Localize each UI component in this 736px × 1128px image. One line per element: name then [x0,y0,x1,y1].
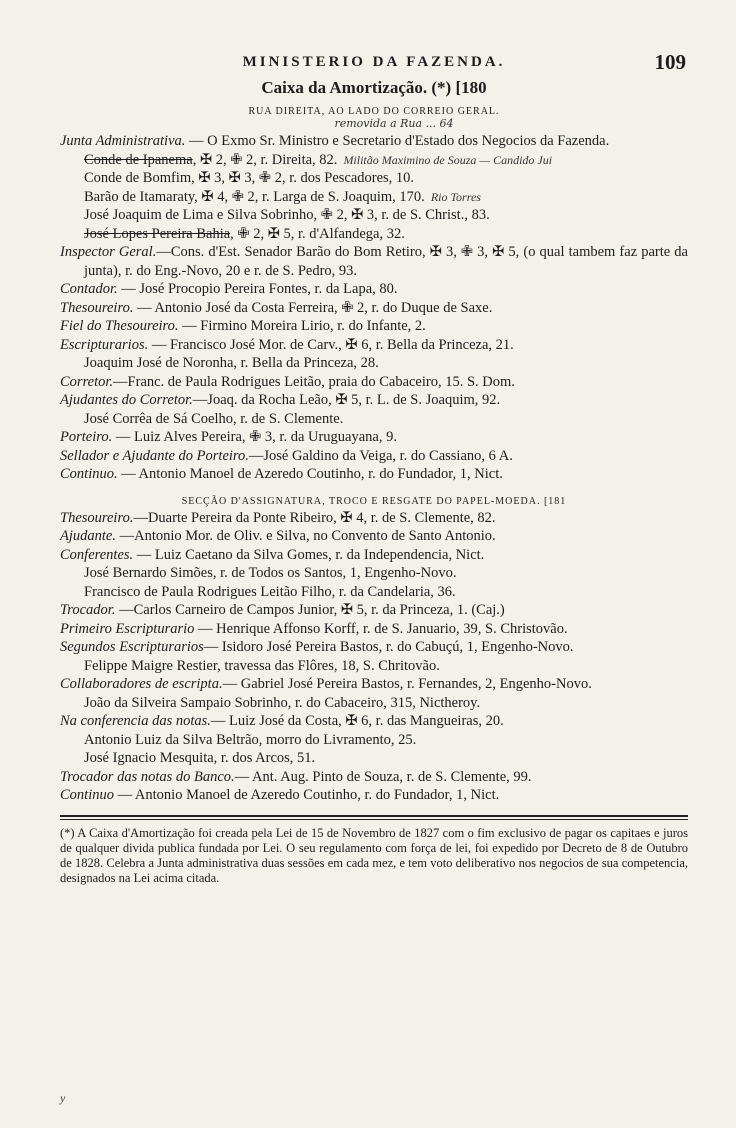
directory-entry [60,336,688,355]
entry-text: — Francisco José Mor. de Carv., ✠ 6, r. Bella da Princeza, 21. [148,336,514,353]
directory-entry [60,447,688,466]
entry-text: José Ignacio Mesquita, r. dos Arcos, 51. [84,750,316,766]
entry-text: Barão de Itamaraty, ✠ 4, ✙ 2, r. Larga de S. Joaquim, 170. [84,188,425,205]
directory-entry [60,786,688,805]
directory-entry [60,299,688,318]
directory-entry [60,527,688,546]
page-number: 109 [654,50,686,74]
entry-text: — Firmino Moreira Lirio, r. do Infante, 2. [178,318,426,334]
entry-text: João da Silveira Sampaio Sobrinho, r. do Cabaceiro, 315, Nictheroy. [84,694,481,711]
entry-role: Porteiro. [60,429,113,445]
entry-text: —Franc. de Paula Rodrigues Leitão, praia do Cabaceiro, 15. S. Dom. [113,373,515,390]
entry-role: Conferentes. [60,546,134,563]
section1-entries [60,132,688,484]
handwritten-annotation: removida a Rua ... 64 [334,117,454,130]
entry-text: — Gabriel José Pereira Bastos, r. Fernandes, 2, Engenho-Novo. [222,676,592,692]
entry-text: — Ant. Aug. Pinto de Souza, r. de S. Clemente, 99. [234,768,532,785]
running-title: MINISTERIO DA FAZENDA. [242,54,506,70]
entry-text: , ✙ 2, ✠ 5, r. d'Alfandega, 32. [230,225,405,242]
directory-entry [60,509,688,528]
entry-text: — Luiz Alves Pereira, ✙ 3, r. da Uruguayana, 9. [112,429,397,445]
entry-text: —Carlos Carneiro de Campos Junior, ✠ 5, r. da Princeza, 1. (Caj.) [115,602,505,618]
section2-entries [60,509,688,805]
directory-entry [60,768,688,787]
directory-entry [60,188,688,207]
handwritten-note: Rio Torres [430,189,481,204]
page-header [60,40,688,74]
directory-entry [60,638,688,657]
entry-text: — O Exmo Sr. Ministro e Secretario d'Estado dos Negocios da Fazenda. [185,133,610,149]
directory-entry [60,243,688,280]
directory-entry [60,546,688,565]
entry-text: José Joaquim de Lima e Silva Sobrinho, ✙ 2, ✠ 3, r. de S. Christ., 83. [84,207,490,223]
entry-role: Collaboradores de escripta. [60,676,223,692]
entry-text: —Duarte Pereira da Ponte Ribeiro, ✠ 4, r. de S. Clemente, 82. [133,509,496,526]
footnote: (*) A Caixa d'Amortização foi creada pela Lei de 15 de Novembro de 1827 com o fim exclusivo de pagar os capitaes e juros de qualquer divida publica fundada por Lei. O seu regulamento com força de lei, foi expedido por Decreto de 8 de Outubro de 1828. Celebra a Junta administrativa duas sessões em cada mez, e tem voto deliberativo nos negocios de sua competencia, designados na Lei acima citada. [60,825,688,885]
directory-entry [60,694,688,713]
entry-role: Fiel do Thesoureiro. [60,318,179,334]
directory-entry [60,712,688,731]
directory-entry [60,354,688,373]
directory-entry [60,465,688,484]
entry-text: —Antonio Mor. de Oliv. e Silva, no Convento de Santo Antonio. [115,528,496,544]
entry-role: Continuo. [60,466,118,482]
entry-text: — Luiz Caetano da Silva Gomes, r. da Independencia, Nict. [133,546,485,563]
directory-entry [60,731,688,750]
entry-text: — Antonio Manoel de Azeredo Coutinho, r. do Fundador, 1, Nict. [117,466,503,482]
directory-entry [60,657,688,676]
directory-entry [60,151,688,170]
directory-entry [60,391,688,410]
directory-entry [60,675,688,694]
entry-text: —José Galdino da Veiga, r. do Cassiano, 6 A. [248,447,513,464]
directory-entry [60,169,688,188]
directory-entry [60,225,688,244]
struck-name: José Lopes Pereira Bahia [84,225,231,242]
entry-text: — Luiz José da Costa, ✠ 6, r. das Mangueiras, 20. [210,713,504,729]
handwritten-note: Militão Maximino de Souza — Candido Jui [343,152,553,167]
directory-entry [60,564,688,583]
entry-role: Na conferencia das notas. [60,713,211,729]
entry-text: —Joaq. da Rocha Leão, ✠ 5, r. L. de S. Joaquim, 92. [192,392,501,408]
entry-role: Escripturarios. [60,336,149,353]
directory-entry [60,280,688,299]
directory-entry [60,317,688,336]
entry-role: Ajudante. [60,528,116,544]
entry-text: Francisco de Paula Rodrigues Leitão Filho, r. da Candelaria, 36. [84,583,456,600]
directory-entry [60,620,688,639]
entry-text: — Antonio Manoel de Azeredo Coutinho, r. do Fundador, 1, Nict. [113,787,500,803]
entry-text: — Antonio José da Costa Ferreira, ✙ 2, r. do Duque de Saxe. [133,299,493,316]
section-title: Caixa da Amortização. (*) [180 [261,78,487,97]
entry-role: Trocador. [60,602,116,618]
entry-role: Thesoureiro. [60,509,134,526]
directory-entry [60,428,688,447]
directory-entry [60,132,688,151]
entry-text: — José Procopio Pereira Fontes, r. da Lapa, 80. [117,281,398,297]
struck-name: Conde de Ipanema [84,151,193,168]
entry-role: Continuo [60,787,114,803]
entry-role: Corretor. [60,373,114,390]
entry-text: José Bernardo Simões, r. de Todos os Santos, 1, Engenho-Novo. [84,565,457,581]
footnote-rule [60,815,688,817]
directory-entry [60,373,688,392]
footnote-rule-thin [60,819,688,820]
entry-role: Junta Administrativa. [60,133,186,149]
entry-role: Contador. [60,281,118,297]
entry-text: —Cons. d'Est. Senador Barão do Bom Retiro, ✠ 3, ✙ 3, ✠ 5, (o qual tambem faz parte da junta), r. do Eng.-Novo, 20 e r. de S. Pedro, 93. [84,244,688,279]
entry-text: Antonio Luiz da Silva Beltrão, morro do Livramento, 25. [84,731,417,748]
entry-text: Felippe Maigre Restier, travessa das Flôres, 18, S. Chritovão. [84,657,440,674]
directory-entry [60,583,688,602]
entry-text: — Henrique Affonso Korff, r. de S. Januario, 39, S. Christovão. [194,620,568,637]
entry-role: Trocador das notas do Banco. [60,768,235,785]
entry-role: Ajudantes do Corretor. [60,392,193,408]
entry-text: Joaquim José de Noronha, r. Bella da Princeza, 28. [84,355,379,371]
entry-text: — Isidoro José Pereira Bastos, r. do Cabuçú, 1, Engenho-Novo. [203,639,574,655]
bottom-margin-mark: y [60,1091,66,1105]
entry-text: Conde de Bomfim, ✠ 3, ✠ 3, ✙ 2, r. dos Pescadores, 10. [84,170,415,186]
directory-entry [60,749,688,768]
directory-entry [60,410,688,429]
entry-role: Sellador e Ajudante do Porteiro. [60,447,249,464]
entry-role: Thesoureiro. [60,299,134,316]
directory-entry [60,206,688,225]
directory-entry [60,601,688,620]
entry-text: , ✠ 2, ✙ 2, r. Direita, 82. [192,151,338,168]
entry-text: José Corrêa de Sá Coelho, r. de S. Clemente. [84,410,344,427]
section2-subhead: SECÇÃO D'ASSIGNATURA, TROCO E RESGATE DO PAPEL-MOEDA. [181 [181,495,567,507]
entry-role: Inspector Geral. [60,244,157,260]
entry-role: Segundos Escripturarios [60,639,204,655]
section-subhead: RUA DIREITA, AO LADO DO CORREIO GERAL. [248,106,500,117]
entry-role: Primeiro Escripturario [60,620,195,637]
